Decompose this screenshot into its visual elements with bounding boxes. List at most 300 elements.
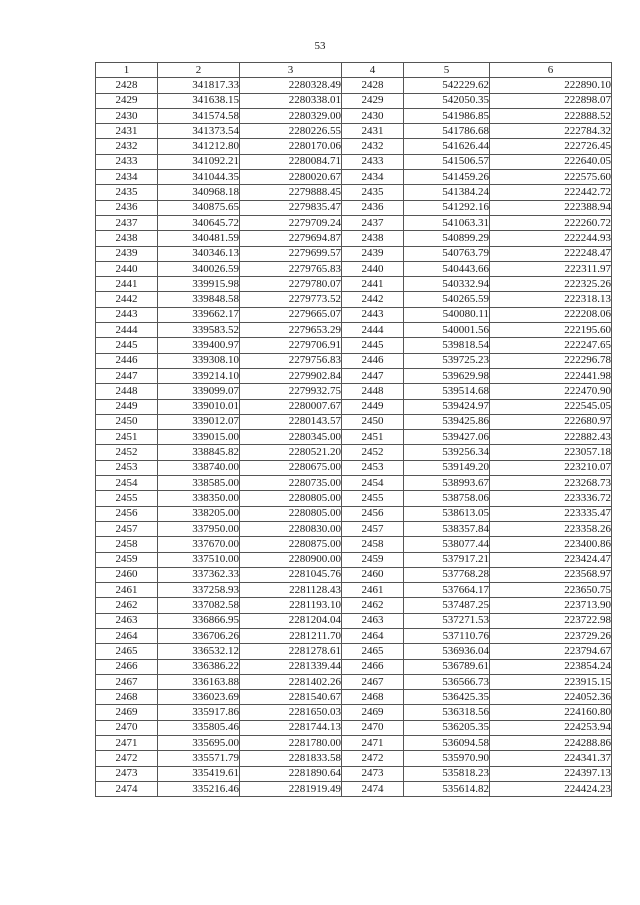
y-coordinate-cell: 222318.13 [490, 292, 612, 307]
point-id-cell: 2444 [342, 323, 404, 338]
y-coordinate-cell: 223915.15 [490, 674, 612, 689]
point-id-cell: 2473 [96, 766, 158, 781]
y-coordinate-cell: 223794.67 [490, 644, 612, 659]
table-row [96, 154, 612, 169]
y-coordinate-cell: 2279888.45 [240, 185, 342, 200]
x-coordinate-cell: 535970.90 [404, 751, 490, 766]
point-id-cell: 2470 [96, 720, 158, 735]
y-coordinate-cell: 2281045.76 [240, 567, 342, 582]
point-id-cell: 2441 [342, 277, 404, 292]
table-row [96, 537, 612, 552]
point-id-cell: 2450 [342, 414, 404, 429]
page-number: 53 [314, 40, 326, 52]
y-coordinate-cell: 222296.78 [490, 353, 612, 368]
table-row [96, 307, 612, 322]
point-id-cell: 2448 [342, 384, 404, 399]
y-coordinate-cell: 2280805.00 [240, 506, 342, 521]
y-coordinate-cell: 224160.80 [490, 705, 612, 720]
y-coordinate-cell: 2281650.03 [240, 705, 342, 720]
point-id-cell: 2434 [96, 170, 158, 185]
point-id-cell: 2457 [342, 521, 404, 536]
y-coordinate-cell: 2279835.47 [240, 200, 342, 215]
y-coordinate-cell: 2281128.43 [240, 583, 342, 598]
point-id-cell: 2436 [342, 200, 404, 215]
x-coordinate-cell: 537917.21 [404, 552, 490, 567]
table-row [96, 124, 612, 139]
table-row [96, 674, 612, 689]
x-coordinate-cell: 539514.68 [404, 384, 490, 399]
y-coordinate-cell: 2279653.29 [240, 323, 342, 338]
y-coordinate-cell: 222470.90 [490, 384, 612, 399]
x-coordinate-cell: 339015.00 [158, 430, 240, 445]
x-coordinate-cell: 541459.26 [404, 170, 490, 185]
table-row [96, 567, 612, 582]
point-id-cell: 2460 [342, 567, 404, 582]
x-coordinate-cell: 539427.06 [404, 430, 490, 445]
x-coordinate-cell: 336706.26 [158, 628, 240, 643]
x-coordinate-cell: 539725.23 [404, 353, 490, 368]
table-row [96, 583, 612, 598]
x-coordinate-cell: 341212.80 [158, 139, 240, 154]
y-coordinate-cell: 2280329.00 [240, 108, 342, 123]
x-coordinate-cell: 541063.31 [404, 215, 490, 230]
point-id-cell: 2443 [342, 307, 404, 322]
y-coordinate-cell: 2280875.00 [240, 537, 342, 552]
x-coordinate-cell: 335571.79 [158, 751, 240, 766]
table-row [96, 736, 612, 751]
x-coordinate-cell: 338845.82 [158, 445, 240, 460]
x-coordinate-cell: 541786.68 [404, 124, 490, 139]
point-id-cell: 2469 [96, 705, 158, 720]
y-coordinate-cell: 223568.97 [490, 567, 612, 582]
table-row [96, 353, 612, 368]
y-coordinate-cell: 223713.90 [490, 598, 612, 613]
point-id-cell: 2438 [96, 231, 158, 246]
y-coordinate-cell: 223729.26 [490, 628, 612, 643]
x-coordinate-cell: 540332.94 [404, 277, 490, 292]
table-row [96, 399, 612, 414]
y-coordinate-cell: 2279765.83 [240, 261, 342, 276]
x-coordinate-cell: 335419.61 [158, 766, 240, 781]
y-coordinate-cell: 2280007.67 [240, 399, 342, 414]
y-coordinate-cell: 2281890.64 [240, 766, 342, 781]
y-coordinate-cell: 222260.72 [490, 215, 612, 230]
point-id-cell: 2442 [342, 292, 404, 307]
table-row [96, 78, 612, 93]
table-row [96, 781, 612, 796]
x-coordinate-cell: 540763.79 [404, 246, 490, 261]
x-coordinate-cell: 541506.57 [404, 154, 490, 169]
x-coordinate-cell: 341574.58 [158, 108, 240, 123]
y-coordinate-cell: 223424.47 [490, 552, 612, 567]
table-row [96, 200, 612, 215]
table-header-row [96, 63, 612, 78]
x-coordinate-cell: 540265.59 [404, 292, 490, 307]
y-coordinate-cell: 2279699.57 [240, 246, 342, 261]
point-id-cell: 2446 [96, 353, 158, 368]
y-coordinate-cell: 222311.97 [490, 261, 612, 276]
table-row [96, 705, 612, 720]
y-coordinate-cell: 2279756.83 [240, 353, 342, 368]
point-id-cell: 2466 [96, 659, 158, 674]
column-header: 4 [342, 63, 404, 78]
y-coordinate-cell: 2281744.13 [240, 720, 342, 735]
point-id-cell: 2453 [96, 460, 158, 475]
table-row [96, 185, 612, 200]
table-row [96, 430, 612, 445]
x-coordinate-cell: 339010.01 [158, 399, 240, 414]
point-id-cell: 2461 [96, 583, 158, 598]
column-header: 1 [96, 63, 158, 78]
x-coordinate-cell: 335695.00 [158, 736, 240, 751]
x-coordinate-cell: 537768.28 [404, 567, 490, 582]
y-coordinate-cell: 2280328.49 [240, 78, 342, 93]
point-id-cell: 2472 [342, 751, 404, 766]
y-coordinate-cell: 2280020.67 [240, 170, 342, 185]
y-coordinate-cell: 222640.05 [490, 154, 612, 169]
x-coordinate-cell: 340968.18 [158, 185, 240, 200]
y-coordinate-cell: 224397.13 [490, 766, 612, 781]
x-coordinate-cell: 336532.12 [158, 644, 240, 659]
table-row [96, 292, 612, 307]
x-coordinate-cell: 335216.46 [158, 781, 240, 796]
table-row [96, 170, 612, 185]
x-coordinate-cell: 539818.54 [404, 338, 490, 353]
y-coordinate-cell: 2281211.70 [240, 628, 342, 643]
point-id-cell: 2432 [96, 139, 158, 154]
x-coordinate-cell: 538357.84 [404, 521, 490, 536]
point-id-cell: 2473 [342, 766, 404, 781]
table-body [96, 78, 612, 797]
point-id-cell: 2451 [342, 430, 404, 445]
table-row [96, 338, 612, 353]
point-id-cell: 2435 [342, 185, 404, 200]
y-coordinate-cell: 2280338.01 [240, 93, 342, 108]
x-coordinate-cell: 337510.00 [158, 552, 240, 567]
y-coordinate-cell: 222247.65 [490, 338, 612, 353]
point-id-cell: 2458 [342, 537, 404, 552]
x-coordinate-cell: 339583.52 [158, 323, 240, 338]
x-coordinate-cell: 536205.35 [404, 720, 490, 735]
y-coordinate-cell: 222680.97 [490, 414, 612, 429]
point-id-cell: 2444 [96, 323, 158, 338]
point-id-cell: 2439 [96, 246, 158, 261]
x-coordinate-cell: 337670.00 [158, 537, 240, 552]
point-id-cell: 2430 [96, 108, 158, 123]
y-coordinate-cell: 222325.26 [490, 277, 612, 292]
x-coordinate-cell: 537487.25 [404, 598, 490, 613]
point-id-cell: 2445 [342, 338, 404, 353]
y-coordinate-cell: 2280170.06 [240, 139, 342, 154]
y-coordinate-cell: 2280521.20 [240, 445, 342, 460]
point-id-cell: 2468 [96, 690, 158, 705]
x-coordinate-cell: 340026.59 [158, 261, 240, 276]
point-id-cell: 2451 [96, 430, 158, 445]
point-id-cell: 2452 [342, 445, 404, 460]
point-id-cell: 2454 [342, 476, 404, 491]
y-coordinate-cell: 222244.93 [490, 231, 612, 246]
point-id-cell: 2432 [342, 139, 404, 154]
y-coordinate-cell: 2281339.44 [240, 659, 342, 674]
y-coordinate-cell: 2279694.87 [240, 231, 342, 246]
x-coordinate-cell: 341817.33 [158, 78, 240, 93]
y-coordinate-cell: 224253.94 [490, 720, 612, 735]
table-row [96, 720, 612, 735]
table-row [96, 323, 612, 338]
y-coordinate-cell: 2280345.00 [240, 430, 342, 445]
point-id-cell: 2472 [96, 751, 158, 766]
x-coordinate-cell: 335917.86 [158, 705, 240, 720]
x-coordinate-cell: 338740.00 [158, 460, 240, 475]
table-row [96, 552, 612, 567]
x-coordinate-cell: 539629.98 [404, 368, 490, 383]
point-id-cell: 2456 [96, 506, 158, 521]
y-coordinate-cell: 223650.75 [490, 583, 612, 598]
y-coordinate-cell: 2281402.26 [240, 674, 342, 689]
x-coordinate-cell: 537110.76 [404, 628, 490, 643]
point-id-cell: 2438 [342, 231, 404, 246]
table-row [96, 277, 612, 292]
x-coordinate-cell: 535614.82 [404, 781, 490, 796]
y-coordinate-cell: 222545.05 [490, 399, 612, 414]
x-coordinate-cell: 539424.97 [404, 399, 490, 414]
table-row [96, 766, 612, 781]
table-row [96, 598, 612, 613]
table-row [96, 521, 612, 536]
table-row [96, 644, 612, 659]
table-row [96, 231, 612, 246]
table-row [96, 139, 612, 154]
point-id-cell: 2439 [342, 246, 404, 261]
x-coordinate-cell: 536566.73 [404, 674, 490, 689]
point-id-cell: 2449 [342, 399, 404, 414]
y-coordinate-cell: 2279773.52 [240, 292, 342, 307]
point-id-cell: 2430 [342, 108, 404, 123]
y-coordinate-cell: 2281919.49 [240, 781, 342, 796]
y-coordinate-cell: 2280830.00 [240, 521, 342, 536]
x-coordinate-cell: 338205.00 [158, 506, 240, 521]
y-coordinate-cell: 222248.47 [490, 246, 612, 261]
y-coordinate-cell: 222575.60 [490, 170, 612, 185]
point-id-cell: 2470 [342, 720, 404, 735]
x-coordinate-cell: 540001.56 [404, 323, 490, 338]
x-coordinate-cell: 541626.44 [404, 139, 490, 154]
column-header: 5 [404, 63, 490, 78]
y-coordinate-cell: 2279932.75 [240, 384, 342, 399]
x-coordinate-cell: 337258.93 [158, 583, 240, 598]
x-coordinate-cell: 339400.97 [158, 338, 240, 353]
point-id-cell: 2463 [342, 613, 404, 628]
y-coordinate-cell: 2280900.00 [240, 552, 342, 567]
y-coordinate-cell: 222208.06 [490, 307, 612, 322]
point-id-cell: 2443 [96, 307, 158, 322]
point-id-cell: 2435 [96, 185, 158, 200]
y-coordinate-cell: 2280084.71 [240, 154, 342, 169]
table-row [96, 246, 612, 261]
table-row [96, 628, 612, 643]
point-id-cell: 2465 [96, 644, 158, 659]
y-coordinate-cell: 2279780.07 [240, 277, 342, 292]
point-id-cell: 2436 [96, 200, 158, 215]
point-id-cell: 2462 [96, 598, 158, 613]
point-id-cell: 2468 [342, 690, 404, 705]
point-id-cell: 2463 [96, 613, 158, 628]
y-coordinate-cell: 223210.07 [490, 460, 612, 475]
x-coordinate-cell: 542050.35 [404, 93, 490, 108]
x-coordinate-cell: 338585.00 [158, 476, 240, 491]
x-coordinate-cell: 535818.23 [404, 766, 490, 781]
point-id-cell: 2433 [96, 154, 158, 169]
x-coordinate-cell: 539425.86 [404, 414, 490, 429]
point-id-cell: 2437 [342, 215, 404, 230]
x-coordinate-cell: 541986.85 [404, 108, 490, 123]
point-id-cell: 2429 [96, 93, 158, 108]
table-row [96, 261, 612, 276]
x-coordinate-cell: 337950.00 [158, 521, 240, 536]
point-id-cell: 2434 [342, 170, 404, 185]
point-id-cell: 2471 [96, 736, 158, 751]
x-coordinate-cell: 341092.21 [158, 154, 240, 169]
point-id-cell: 2462 [342, 598, 404, 613]
x-coordinate-cell: 336386.22 [158, 659, 240, 674]
y-coordinate-cell: 2279902.84 [240, 368, 342, 383]
table-row [96, 751, 612, 766]
y-coordinate-cell: 222888.52 [490, 108, 612, 123]
x-coordinate-cell: 541292.16 [404, 200, 490, 215]
y-coordinate-cell: 2281780.00 [240, 736, 342, 751]
x-coordinate-cell: 538613.05 [404, 506, 490, 521]
x-coordinate-cell: 539149.20 [404, 460, 490, 475]
y-coordinate-cell: 2281833.58 [240, 751, 342, 766]
point-id-cell: 2433 [342, 154, 404, 169]
x-coordinate-cell: 339214.10 [158, 368, 240, 383]
table-row [96, 613, 612, 628]
x-coordinate-cell: 336163.88 [158, 674, 240, 689]
point-id-cell: 2459 [96, 552, 158, 567]
table-row [96, 215, 612, 230]
point-id-cell: 2449 [96, 399, 158, 414]
y-coordinate-cell: 224052.36 [490, 690, 612, 705]
point-id-cell: 2460 [96, 567, 158, 582]
x-coordinate-cell: 536789.61 [404, 659, 490, 674]
y-coordinate-cell: 224341.37 [490, 751, 612, 766]
x-coordinate-cell: 338350.00 [158, 491, 240, 506]
x-coordinate-cell: 341373.54 [158, 124, 240, 139]
point-id-cell: 2440 [342, 261, 404, 276]
x-coordinate-cell: 340346.13 [158, 246, 240, 261]
y-coordinate-cell: 222784.32 [490, 124, 612, 139]
x-coordinate-cell: 339662.17 [158, 307, 240, 322]
y-coordinate-cell: 223336.72 [490, 491, 612, 506]
x-coordinate-cell: 536318.56 [404, 705, 490, 720]
point-id-cell: 2431 [342, 124, 404, 139]
point-id-cell: 2452 [96, 445, 158, 460]
point-id-cell: 2447 [342, 368, 404, 383]
y-coordinate-cell: 222442.72 [490, 185, 612, 200]
point-id-cell: 2441 [96, 277, 158, 292]
x-coordinate-cell: 340875.65 [158, 200, 240, 215]
point-id-cell: 2471 [342, 736, 404, 751]
y-coordinate-cell: 222195.60 [490, 323, 612, 338]
y-coordinate-cell: 223268.73 [490, 476, 612, 491]
y-coordinate-cell: 222898.07 [490, 93, 612, 108]
x-coordinate-cell: 341638.15 [158, 93, 240, 108]
x-coordinate-cell: 539256.34 [404, 445, 490, 460]
x-coordinate-cell: 538993.67 [404, 476, 490, 491]
table-row [96, 445, 612, 460]
point-id-cell: 2428 [342, 78, 404, 93]
y-coordinate-cell: 2281278.61 [240, 644, 342, 659]
point-id-cell: 2464 [342, 628, 404, 643]
y-coordinate-cell: 223722.98 [490, 613, 612, 628]
y-coordinate-cell: 223400.86 [490, 537, 612, 552]
y-coordinate-cell: 223057.18 [490, 445, 612, 460]
y-coordinate-cell: 222441.98 [490, 368, 612, 383]
table-row [96, 690, 612, 705]
y-coordinate-cell: 2280143.57 [240, 414, 342, 429]
y-coordinate-cell: 224424.23 [490, 781, 612, 796]
x-coordinate-cell: 335805.46 [158, 720, 240, 735]
point-id-cell: 2458 [96, 537, 158, 552]
point-id-cell: 2445 [96, 338, 158, 353]
x-coordinate-cell: 340645.72 [158, 215, 240, 230]
x-coordinate-cell: 336023.69 [158, 690, 240, 705]
x-coordinate-cell: 541384.24 [404, 185, 490, 200]
table-row [96, 476, 612, 491]
point-id-cell: 2455 [342, 491, 404, 506]
x-coordinate-cell: 542229.62 [404, 78, 490, 93]
point-id-cell: 2428 [96, 78, 158, 93]
point-id-cell: 2474 [96, 781, 158, 796]
y-coordinate-cell: 224288.86 [490, 736, 612, 751]
y-coordinate-cell: 222726.45 [490, 139, 612, 154]
point-id-cell: 2448 [96, 384, 158, 399]
point-id-cell: 2467 [96, 674, 158, 689]
coordinates-table [95, 62, 612, 797]
y-coordinate-cell: 223358.26 [490, 521, 612, 536]
table-row [96, 506, 612, 521]
x-coordinate-cell: 538077.44 [404, 537, 490, 552]
y-coordinate-cell: 2279706.91 [240, 338, 342, 353]
x-coordinate-cell: 339012.07 [158, 414, 240, 429]
y-coordinate-cell: 223854.24 [490, 659, 612, 674]
table-row [96, 368, 612, 383]
point-id-cell: 2456 [342, 506, 404, 521]
x-coordinate-cell: 339915.98 [158, 277, 240, 292]
y-coordinate-cell: 2281204.04 [240, 613, 342, 628]
x-coordinate-cell: 537271.53 [404, 613, 490, 628]
point-id-cell: 2455 [96, 491, 158, 506]
x-coordinate-cell: 339099.07 [158, 384, 240, 399]
table-row [96, 414, 612, 429]
point-id-cell: 2442 [96, 292, 158, 307]
y-coordinate-cell: 2279665.07 [240, 307, 342, 322]
point-id-cell: 2464 [96, 628, 158, 643]
point-id-cell: 2450 [96, 414, 158, 429]
y-coordinate-cell: 223335.47 [490, 506, 612, 521]
x-coordinate-cell: 536094.58 [404, 736, 490, 751]
x-coordinate-cell: 540080.11 [404, 307, 490, 322]
point-id-cell: 2429 [342, 93, 404, 108]
table-row [96, 108, 612, 123]
y-coordinate-cell: 2280805.00 [240, 491, 342, 506]
y-coordinate-cell: 2281540.67 [240, 690, 342, 705]
point-id-cell: 2440 [96, 261, 158, 276]
table-row [96, 460, 612, 475]
point-id-cell: 2437 [96, 215, 158, 230]
point-id-cell: 2459 [342, 552, 404, 567]
y-coordinate-cell: 2280735.00 [240, 476, 342, 491]
